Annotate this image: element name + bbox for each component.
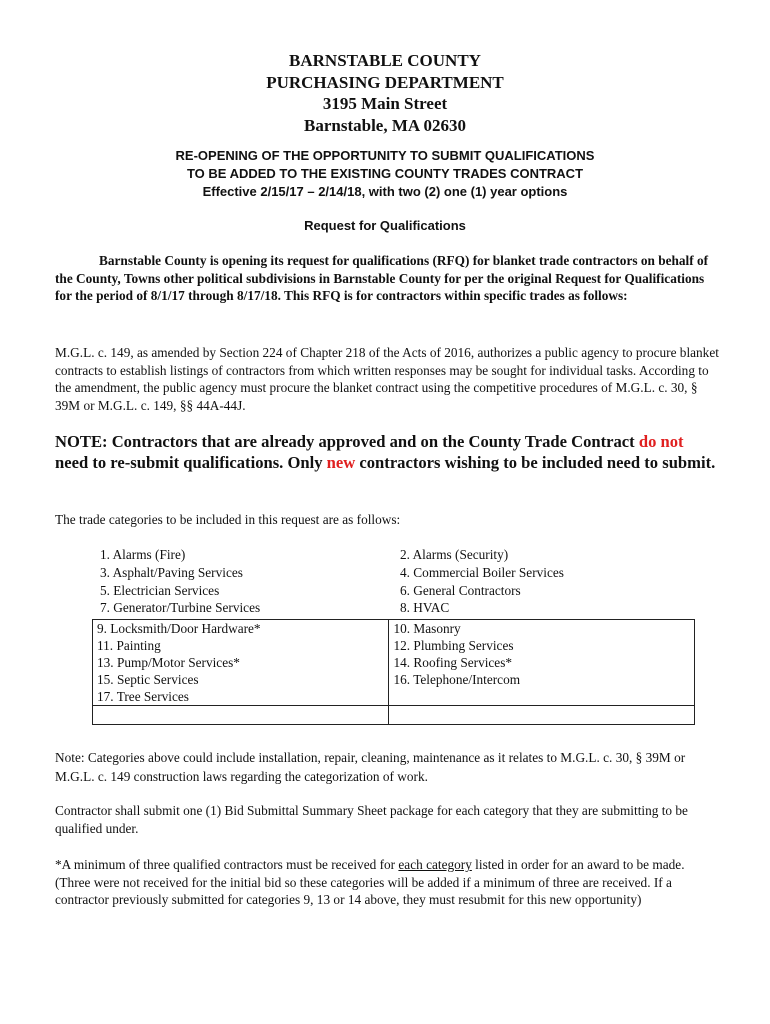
categories-table bbox=[92, 619, 695, 725]
categories-list bbox=[100, 546, 620, 617]
table-cell-empty bbox=[93, 706, 389, 725]
table-cell-empty bbox=[389, 706, 695, 725]
table-cell: 12. Plumbing Services bbox=[389, 637, 695, 654]
header-street: 3195 Main Street bbox=[322, 94, 448, 113]
category-item: 2. Alarms (Security) bbox=[400, 547, 509, 562]
table-row bbox=[93, 671, 695, 688]
table-cell: 11. Painting bbox=[93, 637, 389, 654]
mgl-paragraph: M.G.L. c. 149, as amended by Section 224 of Chapter 218 of the Acts of 2016, authorizes a public agency to procure blanket contracts to establish listings of contractors from which written responses may be sought for individual tasks. According to the amendment, the public agency must procure the blanket contract using the competitive procedures of M.G.L. c. 30, § 39M or M.G.L. c. 149, §§ 44A-44J. bbox=[55, 345, 719, 413]
minimum-text-1: *A minimum of three qualified contractors must be received for bbox=[55, 857, 399, 872]
submit-paragraph: Contractor shall submit one (1) Bid Submittal Summary Sheet package for each category that they are submitting to be qualified under. bbox=[55, 803, 688, 836]
category-item: 7. Generator/Turbine Services bbox=[100, 600, 261, 616]
notice-subheading bbox=[0, 147, 770, 201]
table-cell: 10. Masonry bbox=[389, 620, 695, 638]
note-paragraph bbox=[55, 431, 719, 473]
table-cell: 15. Septic Services bbox=[93, 671, 389, 688]
table-row bbox=[93, 637, 695, 654]
note-text-2: need to re-submit qualifications. Only bbox=[55, 453, 327, 472]
note-emphasis-new: new bbox=[326, 453, 356, 472]
minimum-underlined: each category bbox=[398, 857, 472, 872]
table-cell: 9. Locksmith/Door Hardware* bbox=[93, 620, 389, 638]
rfq-title: Request for Qualifications bbox=[304, 218, 466, 233]
table-row bbox=[93, 654, 695, 671]
header-department: PURCHASING DEPARTMENT bbox=[266, 72, 504, 92]
note-text-1: NOTE: Contractors that are already approved and on the County Trade Contract bbox=[55, 432, 639, 451]
table-cell: 17. Tree Services bbox=[93, 688, 389, 706]
subheading-line-1: RE-OPENING OF THE OPPORTUNITY TO SUBMIT QUALIFICATIONS bbox=[175, 148, 595, 163]
minimum-paragraph bbox=[55, 856, 719, 909]
category-item: 5. Electrician Services bbox=[100, 582, 220, 598]
table-cell: 14. Roofing Services* bbox=[389, 654, 695, 671]
category-note: Note: Categories above could include installation, repair, cleaning, maintenance as it relates to M.G.L. c. 30, § 39M or M.G.L. c. 149 construction laws regarding the categorization of work. bbox=[55, 750, 686, 784]
note-emphasis-do-not: do not bbox=[638, 432, 684, 451]
category-item: 6. General Contractors bbox=[400, 582, 521, 598]
category-item: 4. Commercial Boiler Services bbox=[400, 564, 564, 580]
note-text-3: contractors wishing to be included need to submit. bbox=[355, 453, 716, 472]
subheading-line-2: TO BE ADDED TO THE EXISTING COUNTY TRADES CONTRACT bbox=[186, 166, 584, 181]
category-item: 8. HVAC bbox=[400, 600, 450, 616]
letterhead bbox=[0, 50, 770, 136]
header-city: Barnstable, MA 02630 bbox=[304, 115, 466, 135]
category-row bbox=[100, 599, 620, 617]
table-cell: 16. Telephone/Intercom bbox=[389, 671, 695, 688]
category-row bbox=[100, 564, 620, 582]
category-row bbox=[100, 582, 620, 600]
category-row bbox=[100, 546, 620, 564]
table-cell: 13. Pump/Motor Services* bbox=[93, 654, 389, 671]
header-county: BARNSTABLE COUNTY bbox=[289, 51, 481, 70]
trades-intro: The trade categories to be included in this request are as follows: bbox=[55, 512, 401, 527]
table-row-empty bbox=[93, 706, 695, 725]
subheading-line-3: Effective 2/15/17 – 2/14/18, with two (2) one (1) year options bbox=[202, 184, 568, 199]
table-row bbox=[93, 688, 695, 706]
table-cell bbox=[389, 688, 695, 706]
category-item: 1. Alarms (Fire) bbox=[100, 547, 186, 562]
intro-paragraph: Barnstable County is opening its request for qualifications (RFQ) for blanket trade contractors on behalf of the County, Towns other political subdivisions in Barnstable County for per the original Request for Qualifications for the period of 8/1/17 through 8/17/18. This RFQ is for contractors within specific trades as follows: bbox=[55, 253, 709, 303]
category-item: 3. Asphalt/Paving Services bbox=[100, 564, 243, 580]
table-row bbox=[93, 620, 695, 638]
minimum-text-2: listed in order for an award to be made. (Three were not received for the initial bid so these categories will be added if a minimum of three are received. If a contractor previously submitted for categories 9, 13 or 14 above, they must resubmit for this new opportunity) bbox=[55, 857, 685, 907]
